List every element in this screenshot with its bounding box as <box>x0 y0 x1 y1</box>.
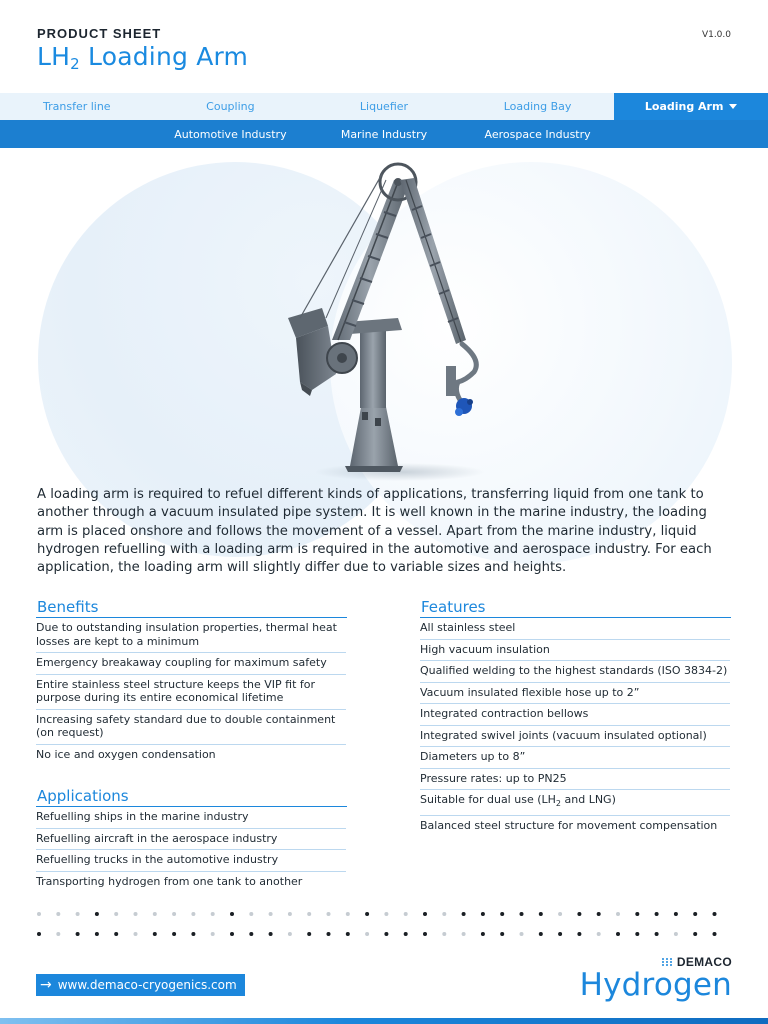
list-item: Integrated swivel joints (vacuum insulated optional) <box>420 726 730 748</box>
applications-list <box>36 807 346 892</box>
decorative-dot <box>153 932 157 936</box>
decorative-dot <box>693 932 697 936</box>
decorative-dot <box>481 932 485 936</box>
list-item: Vacuum insulated flexible hose up to 2” <box>420 683 730 705</box>
decorative-dot <box>635 932 639 936</box>
applications-section <box>36 787 346 892</box>
version-label: V1.0.0 <box>701 30 731 40</box>
decorative-dot <box>288 912 292 916</box>
applications-title: Applications <box>36 787 347 807</box>
nav-item-transfer-line[interactable]: Transfer line <box>43 100 111 113</box>
subnav-item-automotive[interactable]: Automotive Industry <box>174 127 287 141</box>
decorative-dot <box>577 912 581 916</box>
list-item: All stainless steel <box>420 618 730 640</box>
decorative-dot <box>269 932 273 936</box>
brand-hydrogen: Hydrogen <box>579 967 732 1003</box>
list-item: Refuelling ships in the marine industry <box>36 807 346 829</box>
decorative-dot <box>249 912 253 916</box>
list-item: No ice and oxygen condensation <box>36 747 216 761</box>
decorative-dot <box>655 932 659 936</box>
list-item: Balanced steel structure for movement compensation <box>420 818 718 832</box>
decorative-dot <box>230 932 234 936</box>
decorative-dot <box>616 932 620 936</box>
decorative-dot <box>597 912 601 916</box>
decorative-dot <box>462 912 466 916</box>
list-item: High vacuum insulation <box>420 640 730 662</box>
list-item: Refuelling trucks in the automotive industry <box>36 850 346 872</box>
decorative-dot <box>37 932 41 936</box>
dot-pattern-row-1 <box>37 911 737 917</box>
decorative-dot <box>597 932 601 936</box>
dots-graphic <box>37 931 737 937</box>
decorative-dot <box>211 912 215 916</box>
decorative-dot <box>365 912 369 916</box>
nav-item-loading-arm[interactable]: Loading Arm <box>614 93 768 120</box>
decorative-dot <box>134 912 138 916</box>
decorative-dot <box>191 912 195 916</box>
intro-paragraph: A loading arm is required to refuel different kinds of applications, transferring liquid from one tank to another through a vacuum insulated pipe system. It is well known in the marine industry, the loading arm is placed onshore and follows the movement of a vessel. Apart from the marine industry, liquid hydrogen refuelling with a loading arm is required in the automotive and aerospace industry. For each application, the loading arm will slightly differ due to variable sizes and heights. <box>37 487 712 576</box>
decorative-dot <box>76 932 80 936</box>
decorative-dot <box>635 912 639 916</box>
list-item: Suitable for dual use ($LH_2$ and LNG) <box>420 790 730 816</box>
page-header <box>37 26 248 73</box>
benefits-section <box>36 598 346 765</box>
decorative-dot <box>655 912 659 916</box>
decorative-dot <box>520 912 524 916</box>
decorative-dot <box>674 932 678 936</box>
list-item: Integrated contraction bellows <box>420 704 730 726</box>
decorative-dot <box>211 932 215 936</box>
page-title: $LH_2$ Loading Arm <box>37 42 249 73</box>
list-item: Qualified welding to the highest standards (ISO 3834-2) <box>420 661 730 683</box>
nav-item-loading-bay[interactable]: Loading Bay <box>503 100 572 113</box>
decorative-dot <box>404 932 408 936</box>
logo-dots-icon <box>661 957 673 967</box>
benefits-list <box>36 618 346 765</box>
decorative-dot <box>249 932 253 936</box>
list-item: Due to outstanding insulation properties, thermal heat losses are kept to a minimum <box>36 618 346 653</box>
decorative-dot <box>442 932 446 936</box>
primary-nav <box>0 93 768 120</box>
decorative-dot <box>693 912 697 916</box>
subnav-item-aerospace[interactable]: Aerospace Industry <box>484 127 591 141</box>
list-item: Diameters up to 8” <box>420 747 730 769</box>
decorative-dot <box>307 912 311 916</box>
decorative-dot <box>95 932 99 936</box>
decorative-dot <box>307 932 311 936</box>
decorative-dot <box>37 912 41 916</box>
nav-item-coupling[interactable]: Coupling <box>206 100 255 113</box>
decorative-dot <box>500 912 504 916</box>
product-illustration <box>0 150 768 485</box>
subnav-item-marine[interactable]: Marine Industry <box>340 127 428 141</box>
decorative-dot <box>404 912 408 916</box>
decorative-dot <box>327 912 331 916</box>
decorative-dot <box>423 932 427 936</box>
list-item: Entire stainless steel structure keeps the VIP fit for purpose during its entire economical lifetime <box>36 675 346 710</box>
list-item: Transporting hydrogen from one tank to another <box>36 874 303 888</box>
decorative-dot <box>346 912 350 916</box>
website-link[interactable]: → www.demaco-cryogenics.com <box>36 974 245 996</box>
features-section <box>420 598 730 836</box>
decorative-dot <box>713 932 717 936</box>
decorative-dot <box>558 932 562 936</box>
decorative-dot <box>365 932 369 936</box>
decorative-dot <box>346 932 350 936</box>
list-item: Pressure rates: up to PN25 <box>420 769 730 791</box>
bottom-accent-bar <box>0 1018 768 1024</box>
features-list <box>420 618 730 836</box>
list-item: Refuelling aircraft in the aerospace industry <box>36 829 346 851</box>
decorative-dot <box>56 912 60 916</box>
decorative-dot <box>191 932 195 936</box>
decorative-dot <box>153 912 157 916</box>
decorative-dot <box>230 912 234 916</box>
decorative-dot <box>520 932 524 936</box>
list-item: Increasing safety standard due to double containment (on request) <box>36 710 346 745</box>
decorative-dot <box>384 912 388 916</box>
dot-pattern-row-2 <box>37 931 737 937</box>
decorative-dot <box>500 932 504 936</box>
dots-graphic <box>37 911 737 917</box>
decorative-dot <box>56 932 60 936</box>
arrow-right-icon: → <box>40 977 52 993</box>
decorative-dot <box>172 932 176 936</box>
decorative-dot <box>95 912 99 916</box>
decorative-dot <box>114 912 118 916</box>
decorative-dot <box>539 932 543 936</box>
decorative-dot <box>288 932 292 936</box>
brand-demaco: DEMACO <box>580 955 732 969</box>
decorative-dot <box>713 912 717 916</box>
decorative-dot <box>269 912 273 916</box>
decorative-dot <box>76 912 80 916</box>
decorative-dot <box>172 912 176 916</box>
decorative-dot <box>558 912 562 916</box>
decorative-dot <box>616 912 620 916</box>
features-title: Features <box>420 598 731 618</box>
decorative-dot <box>423 912 427 916</box>
decorative-dot <box>481 912 485 916</box>
decorative-dot <box>327 932 331 936</box>
loading-arm-illustration <box>0 150 768 485</box>
decorative-dot <box>114 932 118 936</box>
decorative-dot <box>577 932 581 936</box>
list-item: Emergency breakaway coupling for maximum safety <box>36 653 346 675</box>
decorative-dot <box>462 932 466 936</box>
decorative-dot <box>134 932 138 936</box>
decorative-dot <box>539 912 543 916</box>
chevron-down-icon <box>729 104 737 109</box>
decorative-dot <box>384 932 388 936</box>
document-kicker: PRODUCT SHEET <box>37 26 162 41</box>
decorative-dot <box>442 912 446 916</box>
brand-logo <box>580 955 732 1001</box>
decorative-dot <box>674 912 678 916</box>
nav-item-liquefier[interactable]: Liquefier <box>359 100 409 113</box>
benefits-title: Benefits <box>36 598 347 618</box>
secondary-nav <box>0 120 768 148</box>
